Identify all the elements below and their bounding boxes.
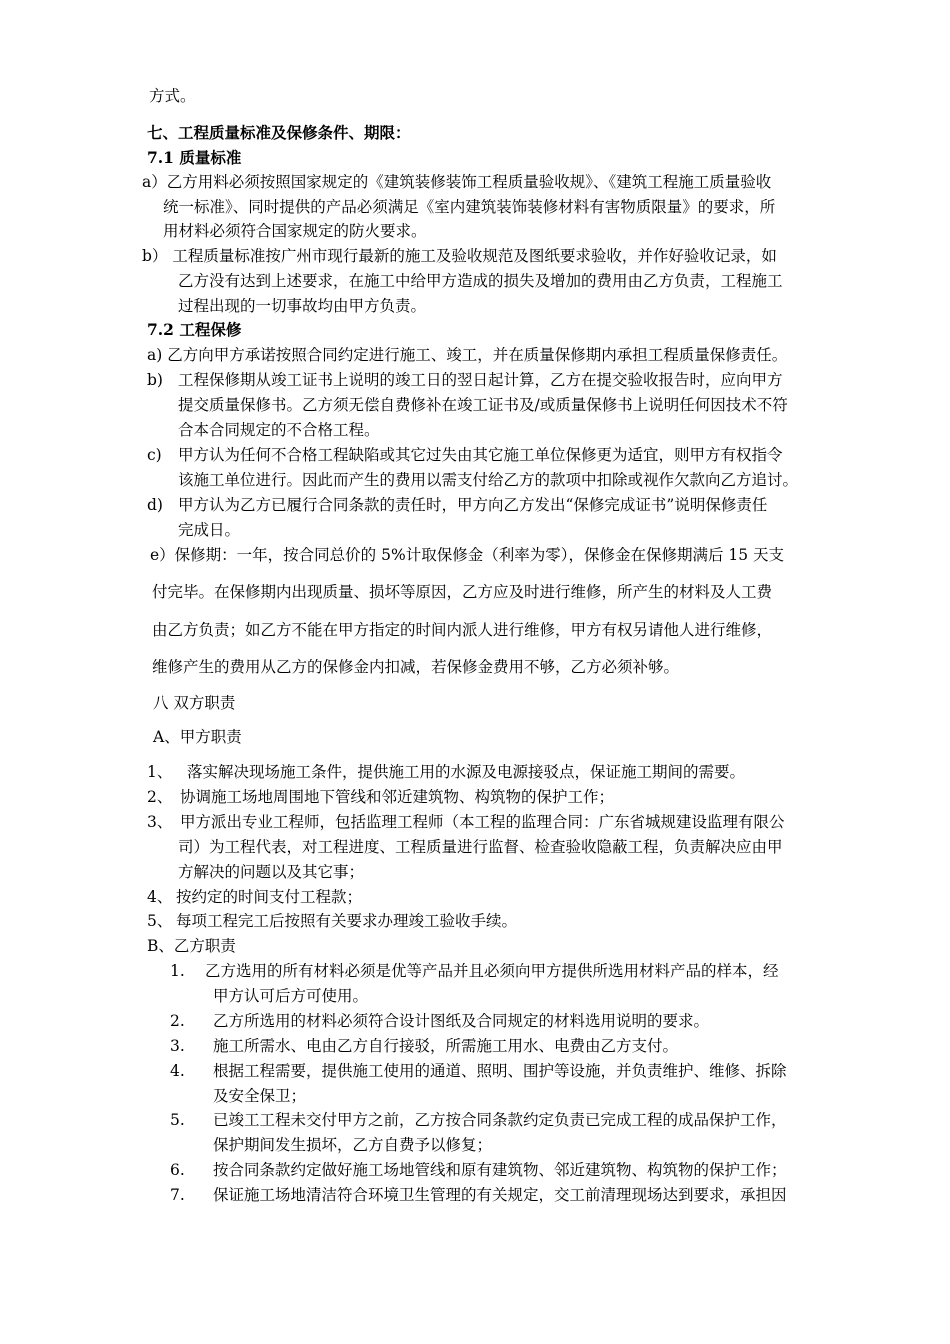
list-marker: 3. [170,1037,185,1055]
list-marker: 2、 [147,788,173,806]
text-line: 施工所需水、电由乙方自行接驳，所需施工用水、电费由乙方支付。 [213,1037,679,1055]
subsection-heading: 7.2 工程保修 [147,320,242,339]
text-line: 合本合同规定的不合格工程。 [178,421,380,439]
text-line: 完成日。 [178,521,241,539]
text-line: 统一标准》、同时提供的产品必须满足《室内建筑装饰装修材料有害物质限量》的要求，所 [163,198,776,216]
text-line: 付完毕。在保修期内出现质量、损坏等原因，乙方应及时进行维修，所产生的材料及人工费 [152,583,773,601]
text-line: e）保修期：一年，按合同总价的 5%计取保修金（利率为零），保修金在保修期满后 15 天支 [150,546,785,564]
section-heading: 八 双方职责 [153,694,236,712]
subsection-heading: 7.1 质量标准 [147,148,242,167]
text-line: 提交质量保修书。乙方须无偿自费修补在竣工证书及/或质量保修书上说明任何因技术不符 [178,396,788,414]
text-line: 乙方选用的所有材料必须是优等产品并且必须向甲方提供所选用材料产品的样本，经 [205,962,779,980]
text-line: 按约定的时间支付工程款； [176,888,363,906]
text-line: 根据工程需要，提供施工使用的通道、照明、围护等设施，并负责维护、维修、拆除 [213,1062,787,1080]
text-line: 保证施工场地清洁符合环境卫生管理的有关规定，交工前清理现场达到要求，承担因 [213,1186,787,1204]
text-line: 甲方认可后方可使用。 [213,987,369,1005]
text-line: 由乙方负责；如乙方不能在甲方指定的时间内派人进行维修，甲方有权另请他人进行维修， [152,621,773,639]
list-marker: 1. [170,962,185,980]
text-line: 乙方没有达到上述要求，在施工中给甲方造成的损失及增加的费用由乙方负责，工程施工 [178,272,783,290]
list-marker: d) [147,496,163,514]
text-line: 工程保修期从竣工证书上说明的竣工日的翌日起计算，乙方在提交验收报告时，应向甲方 [178,371,783,389]
section-heading: 七、工程质量标准及保修条件、期限： [147,123,411,142]
text-line: 每项工程完工后按照有关要求办理竣工验收手续。 [176,912,518,930]
text-line: 过程出现的一切事故均由甲方负责。 [178,297,427,315]
text-line: b） 工程质量标准按广州市现行最新的施工及验收规范及图纸要求验收，并作好验收记录，如 [142,247,777,265]
text-line: 保护期间发生损坏，乙方自费予以修复； [213,1136,493,1154]
list-marker: 6. [170,1161,185,1179]
list-marker: 5. [170,1111,185,1129]
text-line: 按合同条款约定做好施工场地管线和原有建筑物、邻近建筑物、构筑物的保护工作； [213,1161,787,1179]
text-line: 协调施工场地周围地下管线和邻近建筑物、构筑物的保护工作； [180,788,615,806]
text-line: 该施工单位进行。因此而产生的费用以需支付给乙方的款项中扣除或视作欠款向乙方追讨。 [178,471,799,489]
text-line: 及安全保卫； [213,1087,307,1105]
list-marker: c) [147,446,162,464]
subsection-heading: A、甲方职责 [153,728,242,746]
text-line: 甲方认为任何不合格工程缺陷或其它过失由其它施工单位保修更为适宜，则甲方有权指令 [178,446,783,464]
list-marker: 3、 [147,813,173,831]
list-marker: 1、 [147,763,173,781]
list-marker: 7. [170,1186,185,1204]
list-marker: 2. [170,1012,185,1030]
list-marker: 4. [170,1062,185,1080]
text-line: 甲方认为乙方已履行合同条款的责任时，甲方向乙方发出“保修完成证书”说明保修责任 [178,496,768,514]
list-marker: b) [147,371,163,389]
list-marker: 5、 [147,912,173,930]
text-line: a）乙方用料必须按照国家规定的《建筑装修装饰工程质量验收规》、《建筑工程施工质量验收 [142,173,772,191]
text-line: 方解决的问题以及其它事； [178,863,365,881]
text-line: 维修产生的费用从乙方的保修金内扣减，若保修金费用不够，乙方必须补够。 [152,658,680,676]
subsection-heading: B、乙方职责 [147,937,236,955]
text-line: 甲方派出专业工程师，包括监理工程师（本工程的监理合同：广东省城规建设监理有限公 [180,813,785,831]
list-marker: 4、 [147,888,173,906]
text-line: 用材料必须符合国家规定的防火要求。 [163,222,427,240]
text-line: a) 乙方向甲方承诺按照合同约定进行施工、竣工，并在质量保修期内承担工程质量保修责任。 [147,346,788,364]
text-line: 方式。 [149,87,196,105]
text-line: 落实解决现场施工条件，提供施工用的水源及电源接驳点，保证施工期间的需要。 [187,763,746,781]
text-line: 已竣工工程未交付甲方之前，乙方按合同条款约定负责已完成工程的成品保护工作， [213,1111,787,1129]
text-line: 司）为工程代表，对工程进度、工程质量进行监督、检查验收隐蔽工程，负责解决应由甲 [178,838,783,856]
text-line: 乙方所选用的材料必须符合设计图纸及合同规定的材料选用说明的要求。 [213,1012,710,1030]
